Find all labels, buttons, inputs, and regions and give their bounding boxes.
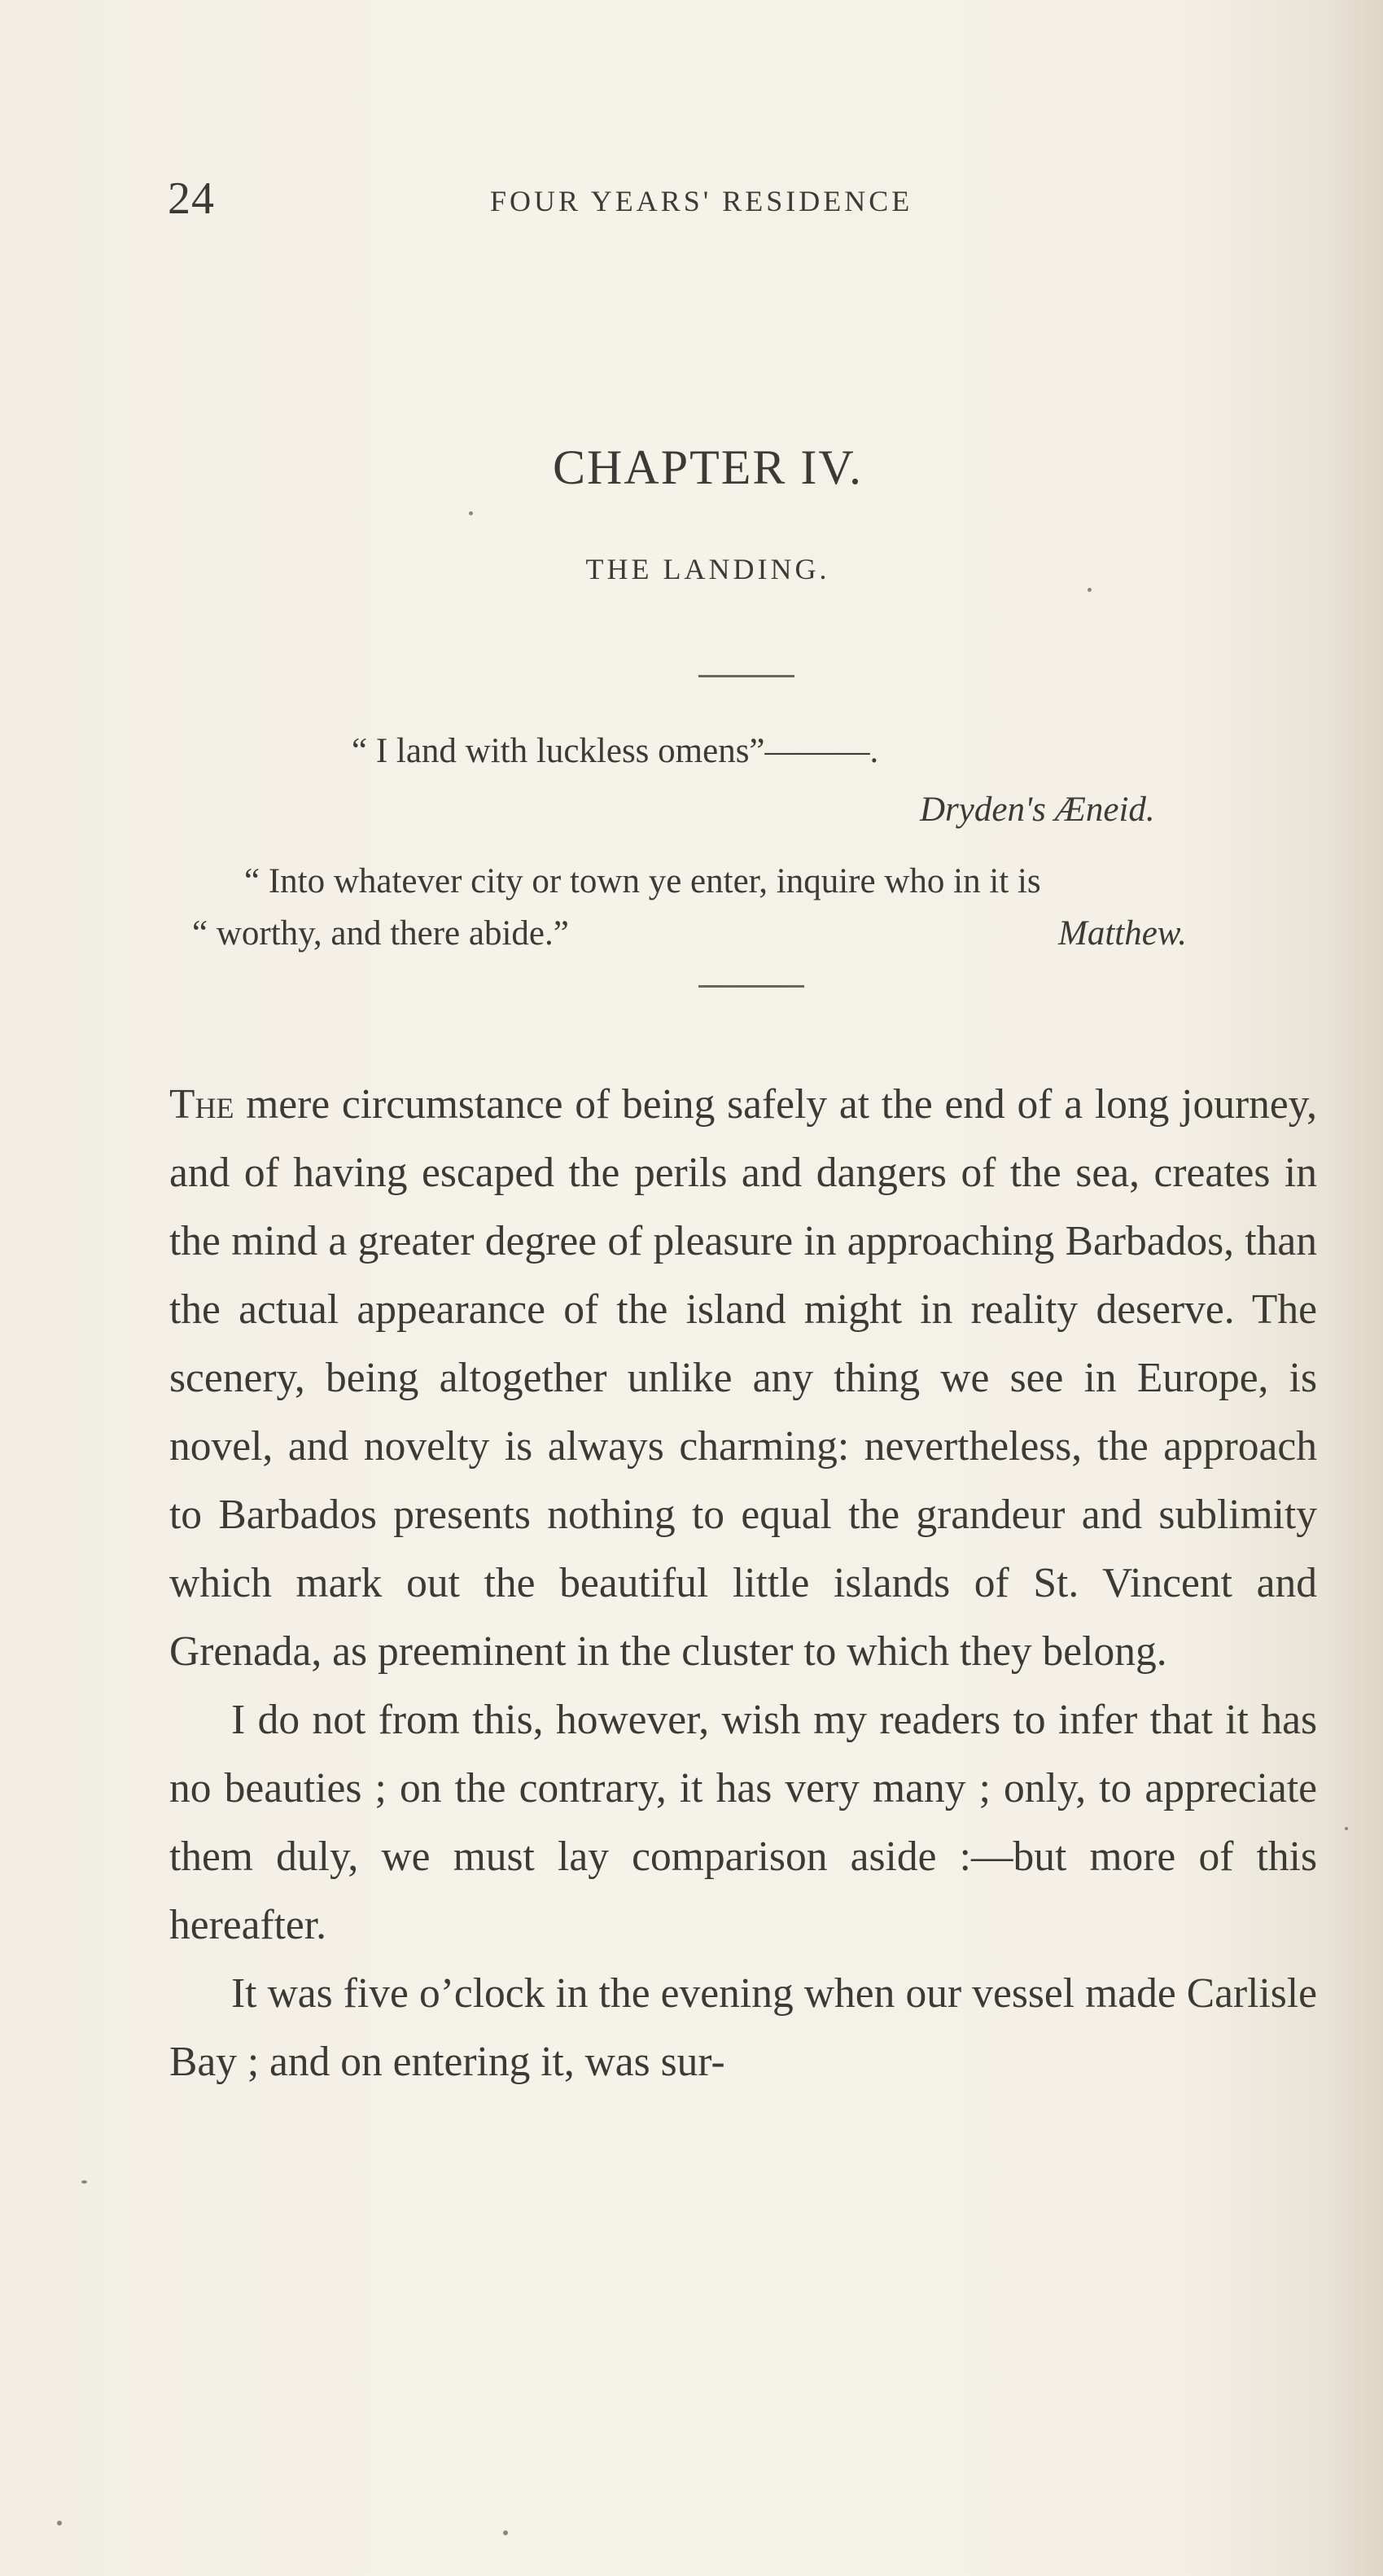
- epigraph-1-citation: Dryden's Æneid.: [920, 791, 1155, 829]
- body-text: [169, 1071, 1317, 2096]
- chapter-title: CHAPTER IV.: [553, 440, 863, 494]
- divider-rule-bottom: [698, 985, 804, 988]
- epigraph-1-line: “ I land with luckless omens”———.: [352, 732, 879, 770]
- paragraph-1-text: mere circumstance of being safely at the end of a long journey, and of having escaped the perils and dangers of the sea, creates in the mind a greater degree of pleasure in approaching Barbados, than the actual appearance of the island might in reality deserve. The scenery, being altogether unlike any thing we see in Europe, is novel, and novelty is always charming: nevertheless, the approach to Barbados presents nothing to equal the grandeur and sublimity which mark out the beautiful little islands of St. Vincent and Grenada, as preeminent in the cluster to which they belong.: [169, 1081, 1317, 1675]
- paragraph-1: [169, 1071, 1317, 1686]
- paragraph-2: I do not from this, however, wish my readers to infer that it has no beauties ; on the contrary, it has very many ; only, to appreciate them duly, we must lay comparison aside :—but more of this hereafter.: [169, 1697, 1317, 1948]
- epigraph-2-citation: Matthew.: [1058, 914, 1188, 953]
- paper-speck: [1088, 588, 1092, 592]
- paper-speck: [1345, 1827, 1348, 1830]
- running-title: FOUR YEARS' RESIDENCE: [490, 185, 913, 217]
- running-head: [168, 173, 1324, 224]
- chapter-subtitle: THE LANDING.: [585, 553, 830, 585]
- paragraph-1-lead-word: The: [169, 1081, 234, 1128]
- epigraph-2-line-2: “ worthy, and there abide.”: [192, 914, 569, 953]
- paper-speck: [503, 2530, 508, 2535]
- paper-speck: [57, 2521, 62, 2526]
- paragraph-3: It was five o’clock in the evening when our vessel made Carlisle Bay ; and on entering it, was sur-: [169, 1970, 1317, 2085]
- epigraph-2-line-1: “ Into whatever city or town ye enter, inquire who in it is: [244, 862, 1041, 900]
- divider-rule-top: [698, 675, 794, 677]
- paper-speck: [469, 511, 473, 515]
- paper-speck: [81, 2180, 87, 2184]
- page-number: 24: [168, 173, 215, 224]
